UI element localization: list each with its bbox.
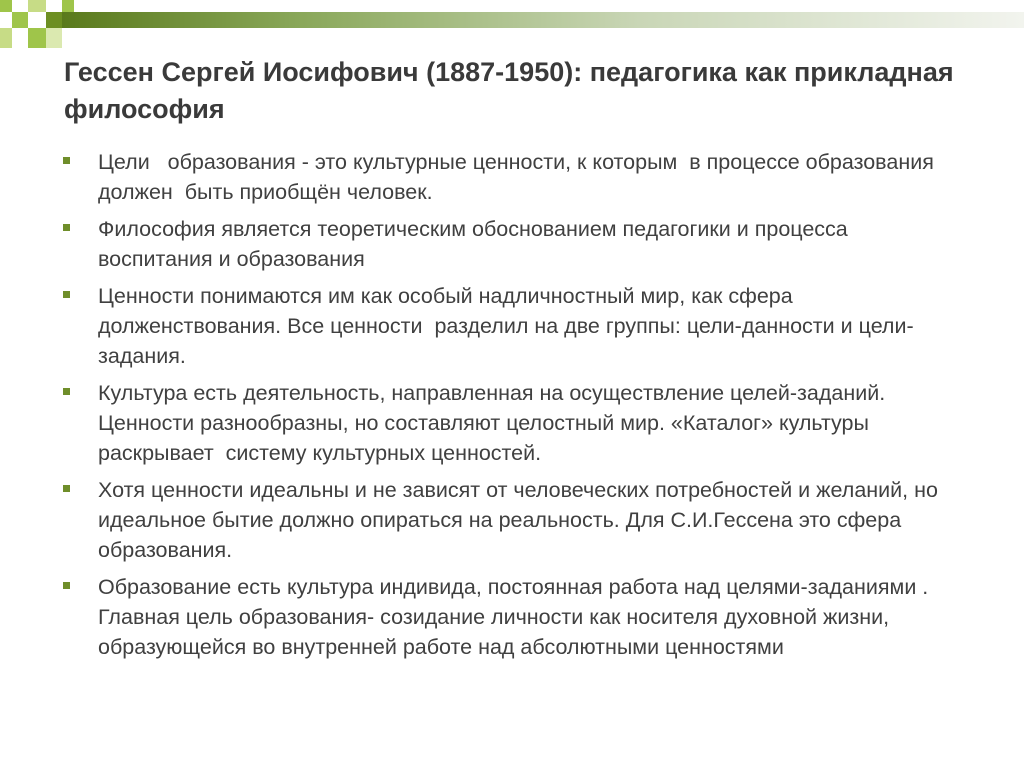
square-bullet-icon: [63, 582, 70, 589]
bullet-item: [60, 572, 960, 662]
slide-title: Гессен Сергей Иосифович (1887-1950): педагогика как прикладная философия: [64, 57, 954, 124]
square-bullet-icon: [63, 485, 70, 492]
decor-square: [0, 0, 12, 12]
bullet-text: Образование есть культура индивида, постоянная работа над целями-заданиями . Главная цель образования- созидание личности как носителя духовной жизни, образующейся во внутренней работе над абсолютными ценностями: [98, 575, 935, 659]
bullet-list: [60, 147, 960, 669]
decor-square: [28, 28, 46, 48]
bullet-item: [60, 147, 960, 207]
header-gradient-bar: [62, 12, 1024, 28]
decor-square: [28, 0, 46, 12]
decor-square: [62, 0, 74, 12]
bullet-text: Культура есть деятельность, направленная на осуществление целей-заданий. Ценности разнообразны, но составляют целостный мир. «Каталог» культуры раскрывает систему культурных ценностей.: [98, 381, 892, 465]
bullet-item: [60, 475, 960, 565]
bullet-text: Хотя ценности идеальны и не зависят от человеческих потребностей и желаний, но идеальное бытие должно опираться на реальность. Для С.И.Гессена это сфера образования.: [98, 478, 944, 562]
bullet-item: [60, 378, 960, 468]
decor-square: [46, 28, 62, 48]
bullet-item: [60, 214, 960, 274]
decor-square: [46, 12, 62, 28]
decor-square: [0, 28, 12, 48]
bullet-item: [60, 281, 960, 371]
bullet-text: Цели образования - это культурные ценности, к которым в процессе образования должен быть приобщён человек.: [98, 150, 940, 204]
square-bullet-icon: [63, 291, 70, 298]
square-bullet-icon: [63, 224, 70, 231]
bullet-text: Философия является теоретическим обоснованием педагогики и процесса воспитания и образования: [98, 217, 854, 271]
bullet-text: Ценности понимаются им как особый надличностный мир, как сфера долженствования. Все ценности разделил на две группы: цели-данности и цели- задания.: [98, 284, 920, 368]
square-bullet-icon: [63, 157, 70, 164]
decor-square: [12, 12, 28, 28]
square-bullet-icon: [63, 388, 70, 395]
